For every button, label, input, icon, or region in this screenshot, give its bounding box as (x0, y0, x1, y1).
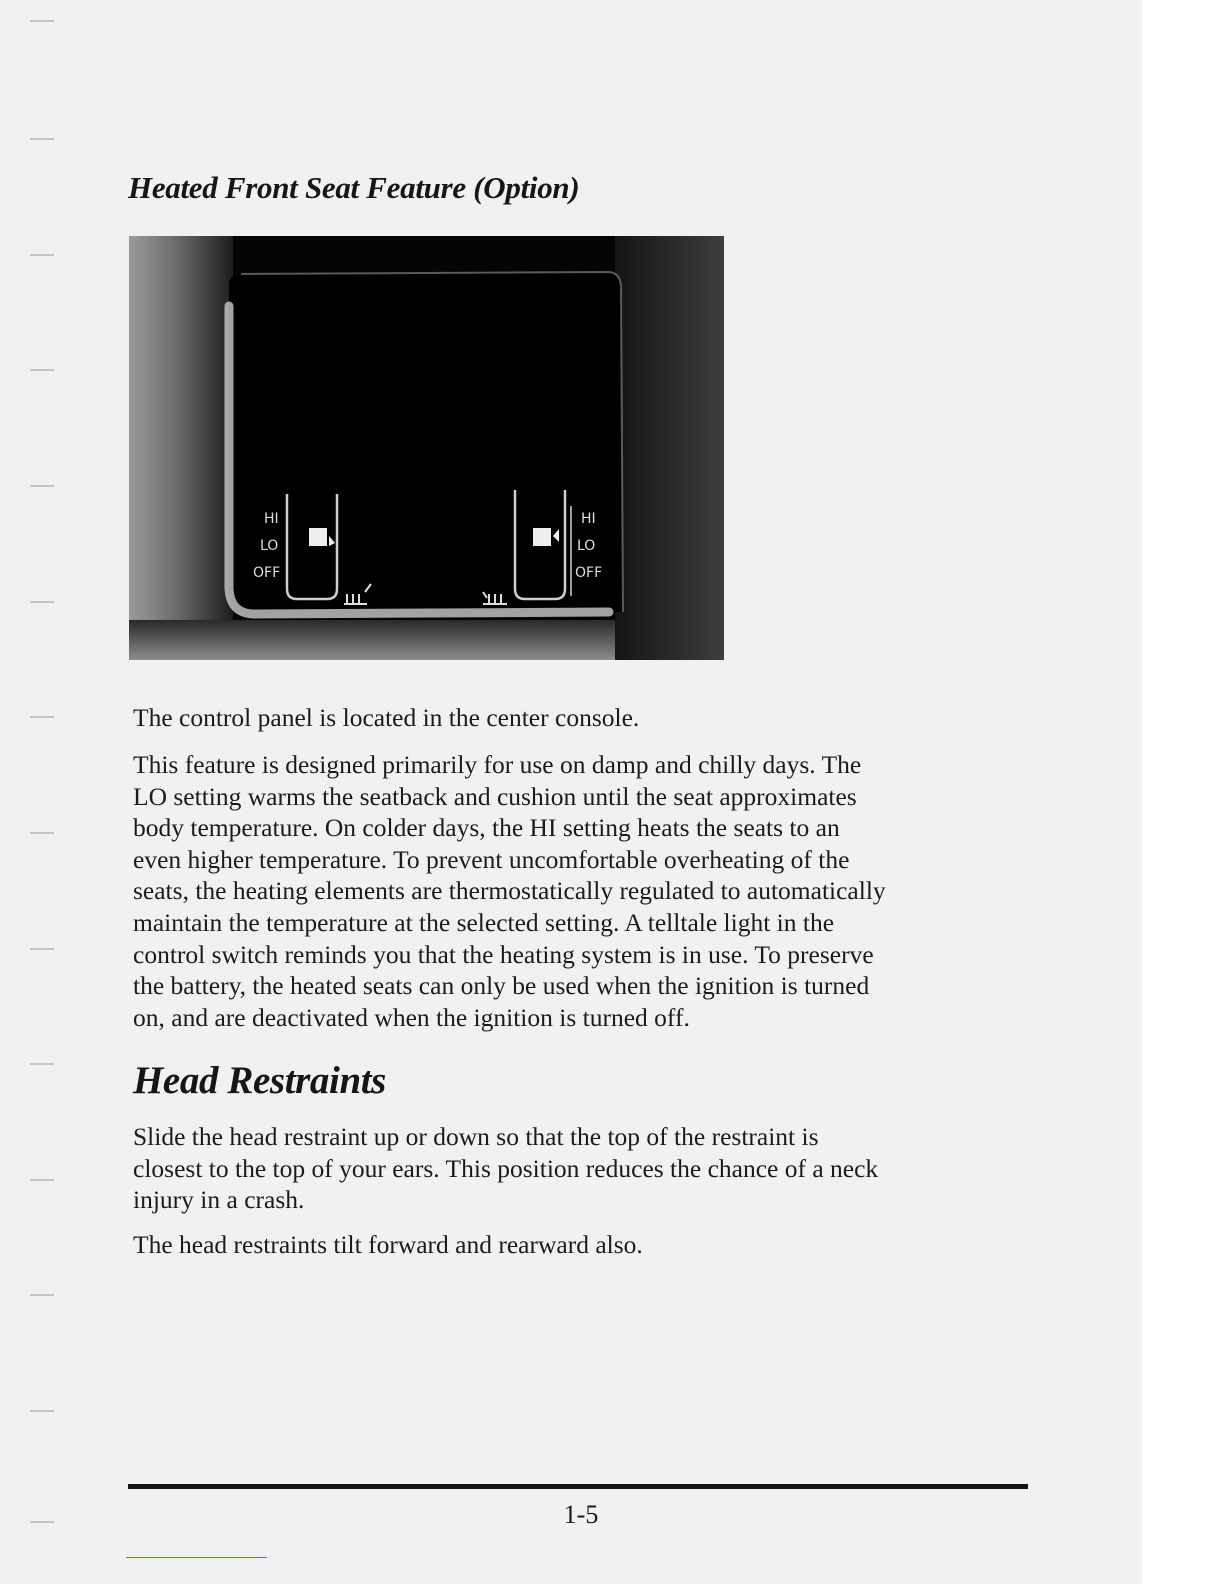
margin-tick (30, 369, 54, 371)
margin-tick (30, 601, 54, 603)
margin-tick (30, 948, 54, 950)
section-heading: Heated Front Seat Feature (Option) (128, 170, 580, 205)
page-number: 1-5 (563, 1500, 599, 1529)
right-switch-hi-label: HI (581, 511, 596, 527)
right-switch-off-label: OFF (575, 565, 603, 581)
margin-tick-marks (30, 0, 60, 1584)
head-restraint-tilt-paragraph: The head restraints tilt forward and rearward also. (133, 1230, 643, 1259)
margin-tick (30, 485, 54, 487)
right-switch-lo-label: LO (577, 538, 596, 554)
margin-tick (30, 1521, 54, 1523)
left-switch-lo-label: LO (260, 538, 279, 554)
heated-seat-description-paragraph: This feature is designed primarily for use on damp and chilly days. The LO setting warms the seatback and cushion until the seat approximates body temperature. On colder days, the HI setting heats the seats to an even higher temperature. To prevent uncomfortable overheating of the seats, the heating elements are thermostatically regulated to automatically maintain the temperature at the selected setting. A telltale light in the control switch reminds you that the heating system is in use. To preserve the battery, the heated seats can only be used when the ignition is turned on, and are deactivated when the ignition is turned off. (133, 750, 886, 1032)
page-edge-strip (1142, 0, 1224, 1584)
footer-rule (128, 1484, 1028, 1489)
margin-tick (30, 1179, 54, 1181)
margin-tick (30, 1063, 54, 1065)
margin-tick (30, 20, 54, 22)
head-restraint-adjustment-paragraph: Slide the head restraint up or down so that the top of the restraint is closest to the top of your ears. This position reduces the chance of a neck injury in a crash. (133, 1122, 879, 1215)
margin-tick (30, 138, 54, 140)
margin-tick (30, 1294, 54, 1296)
head-restraints-heading: Head Restraints (133, 1059, 386, 1102)
bottom-edge-line (126, 1557, 267, 1558)
left-switch-off-label: OFF (253, 565, 281, 581)
margin-tick (30, 832, 54, 834)
margin-tick (30, 716, 54, 718)
left-switch-hi-label: HI (264, 511, 279, 527)
heated-seat-control-panel-photo (129, 236, 724, 660)
margin-tick (30, 1410, 54, 1412)
console-location-paragraph: The control panel is located in the center console. (133, 703, 640, 732)
margin-tick (30, 254, 54, 256)
